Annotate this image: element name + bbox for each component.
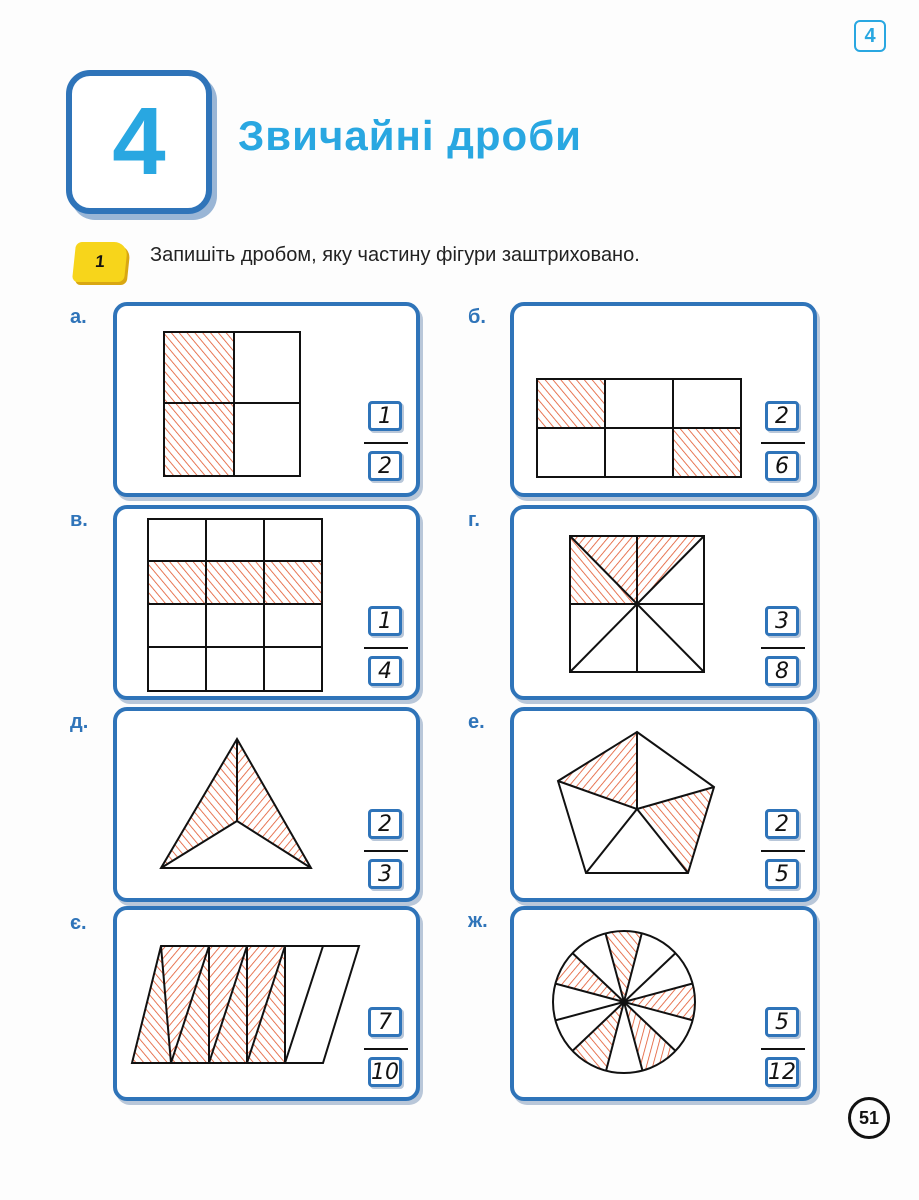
fraction-bar <box>364 1048 408 1050</box>
exercise-label-d: д. <box>70 711 89 733</box>
chapter-title: Звичайні дроби <box>238 112 582 159</box>
numerator-box[interactable]: 5 <box>765 1007 799 1037</box>
denominator-box[interactable]: 3 <box>368 859 402 889</box>
task-instruction: Запишіть дробом, яку частину фігури заштриховано. <box>150 244 640 266</box>
fraction-bar <box>761 442 805 444</box>
denominator-box[interactable]: 12 <box>765 1057 799 1087</box>
fraction-bar <box>364 850 408 852</box>
exercise-label-v: в. <box>70 509 88 531</box>
answer-fraction-zh <box>763 1007 803 1097</box>
denominator-box[interactable]: 4 <box>368 656 402 686</box>
answer-fraction-h <box>763 606 803 696</box>
exercise-label-zh: ж. <box>468 910 488 932</box>
denominator-box[interactable]: 5 <box>765 859 799 889</box>
denominator-box[interactable]: 8 <box>765 656 799 686</box>
numerator-box[interactable]: 1 <box>368 606 402 636</box>
exercise-label-h: г. <box>468 509 480 531</box>
answer-fraction-a <box>366 401 406 491</box>
exercise-card-v <box>113 505 420 700</box>
exercise-card-b <box>510 302 817 497</box>
fraction-bar <box>761 647 805 649</box>
chapter-number: 4 <box>112 88 166 195</box>
denominator-box[interactable]: 10 <box>368 1057 402 1087</box>
exercise-label-a: а. <box>70 306 87 328</box>
exercise-card-e <box>510 707 817 902</box>
numerator-box[interactable]: 7 <box>368 1007 402 1037</box>
chapter-corner-badge: 4 <box>854 20 886 52</box>
numerator-box[interactable]: 3 <box>765 606 799 636</box>
fraction-bar <box>364 647 408 649</box>
answer-fraction-d <box>366 809 406 899</box>
fraction-bar <box>364 442 408 444</box>
answer-fraction-e <box>763 809 803 899</box>
task-number-badge: 1 <box>72 242 128 282</box>
exercise-card-ye <box>113 906 420 1101</box>
denominator-box[interactable]: 6 <box>765 451 799 481</box>
chapter-number-box <box>66 70 212 214</box>
fraction-bar <box>761 850 805 852</box>
numerator-box[interactable]: 1 <box>368 401 402 431</box>
denominator-box[interactable]: 2 <box>368 451 402 481</box>
numerator-box[interactable]: 2 <box>368 809 402 839</box>
fraction-bar <box>761 1048 805 1050</box>
answer-fraction-v <box>366 606 406 696</box>
answer-fraction-ye <box>366 1007 406 1097</box>
exercise-label-ye: є. <box>70 912 87 934</box>
numerator-box[interactable]: 2 <box>765 401 799 431</box>
exercise-label-e: е. <box>468 711 485 733</box>
numerator-box[interactable]: 2 <box>765 809 799 839</box>
exercise-card-h <box>510 505 817 700</box>
exercise-card-d <box>113 707 420 902</box>
answer-fraction-b <box>763 401 803 491</box>
exercise-card-zh <box>510 906 817 1101</box>
page-number: 51 <box>848 1097 890 1139</box>
exercise-label-b: б. <box>468 306 486 328</box>
exercise-card-a <box>113 302 420 497</box>
